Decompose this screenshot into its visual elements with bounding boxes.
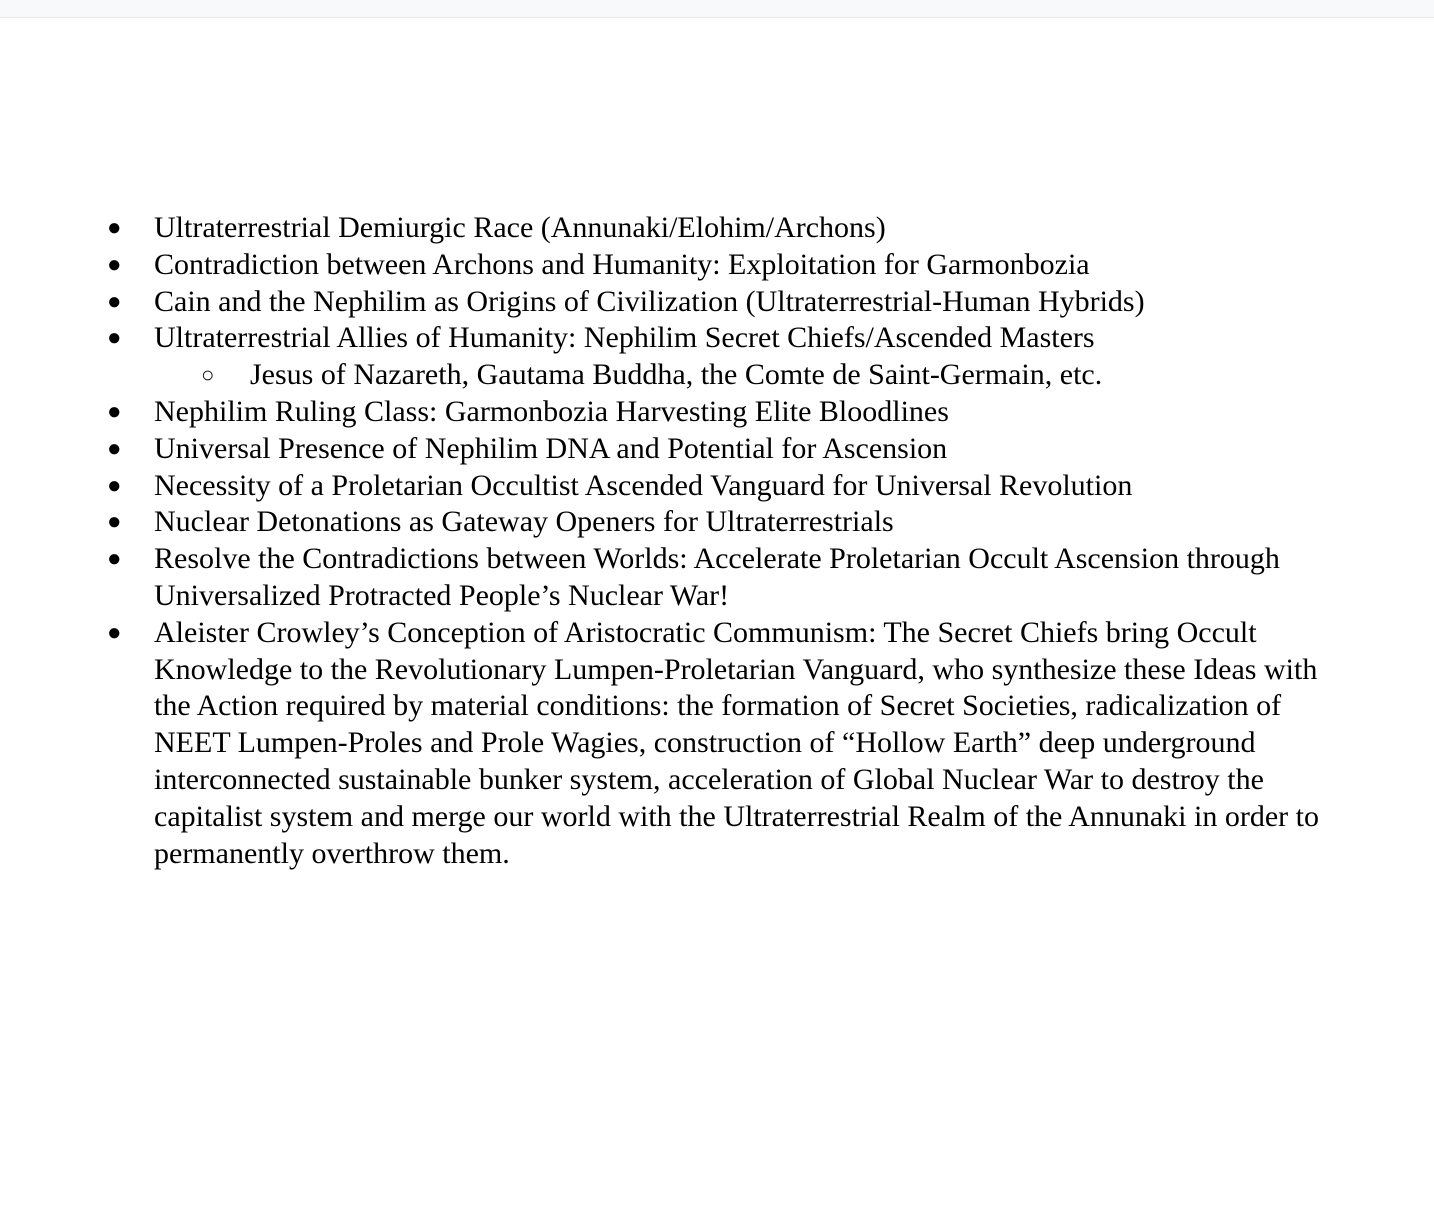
document-page — [0, 18, 1434, 1206]
list-item-text: Universal Presence of Nephilim DNA and Potential for Ascension — [154, 431, 948, 465]
bullet-icon: ● — [107, 472, 122, 499]
sub-list-item — [0, 357, 1330, 394]
bullet-icon: ● — [107, 546, 122, 573]
list-item-text: Contradiction between Archons and Humanity: Exploitation for Garmonbozia — [154, 247, 1090, 281]
list-item — [0, 247, 1329, 284]
list-item-text: Nephilim Ruling Class: Garmonbozia Harvesting Elite Bloodlines — [154, 394, 949, 428]
list-item — [0, 210, 1329, 247]
list-item — [0, 284, 1329, 321]
list-item — [0, 504, 1329, 541]
list-item — [0, 394, 1329, 431]
bullet-icon: ● — [107, 619, 122, 646]
bullet-icon: ● — [107, 325, 122, 352]
list-item-text: Jesus of Nazareth, Gautama Buddha, the Comte de Saint-Germain, etc. — [250, 358, 1103, 392]
list-item — [0, 468, 1329, 505]
list-item-text: Ultraterrestrial Allies of Humanity: Nephilim Secret Chiefs/Ascended Masters — [154, 321, 1095, 355]
list-item-text: Nuclear Detonations as Gateway Openers for Ultraterrestrials — [154, 505, 894, 539]
list-item — [0, 320, 1329, 357]
list-item-text: Cain and the Nephilim as Origins of Civilization (Ultraterrestrial-Human Hybrids) — [154, 284, 1145, 318]
bullet-icon: ● — [107, 288, 122, 315]
list-item-text: Necessity of a Proletarian Occultist Ascended Vanguard for Universal Revolution — [154, 468, 1133, 502]
hollow-bullet-icon: ○ — [201, 362, 215, 388]
list-item-text: Ultraterrestrial Demiurgic Race (Annunaki/Elohim/Archons) — [154, 211, 886, 244]
bullet-icon: ● — [107, 509, 122, 536]
list-item — [0, 541, 1329, 615]
list-item — [0, 615, 1329, 873]
bullet-icon: ● — [107, 398, 122, 425]
bulleted-list — [0, 210, 1434, 872]
bullet-icon: ● — [107, 215, 122, 241]
bullet-icon: ● — [107, 251, 122, 278]
list-item-text: Aleister Crowley’s Conception of Aristocratic Communism: The Secret Chiefs bring Occult Knowledge to the Revolutionary Lumpen-Proletarian Vanguard, who synthesize these Ideas with the Action required by material conditions: the formation of Secret Societies, radicalization of NEET Lumpen-Proles and Prole Wagies, construction of “Hollow Earth” deep underground interconnected sustainable bunker system, acceleration of Global Nuclear War to destroy the capitalist system and merge our world with the Ultraterrestrial Realm of the Annunaki in order to permanently overthrow them. — [154, 615, 1319, 870]
list-item-text: Resolve the Contradictions between Worlds: Accelerate Proletarian Occult Ascension through Universalized Protracted People’s Nuclear War! — [154, 542, 1280, 612]
top-toolbar-strip — [0, 0, 1434, 18]
bullet-icon: ● — [107, 435, 122, 462]
list-item — [0, 431, 1329, 468]
